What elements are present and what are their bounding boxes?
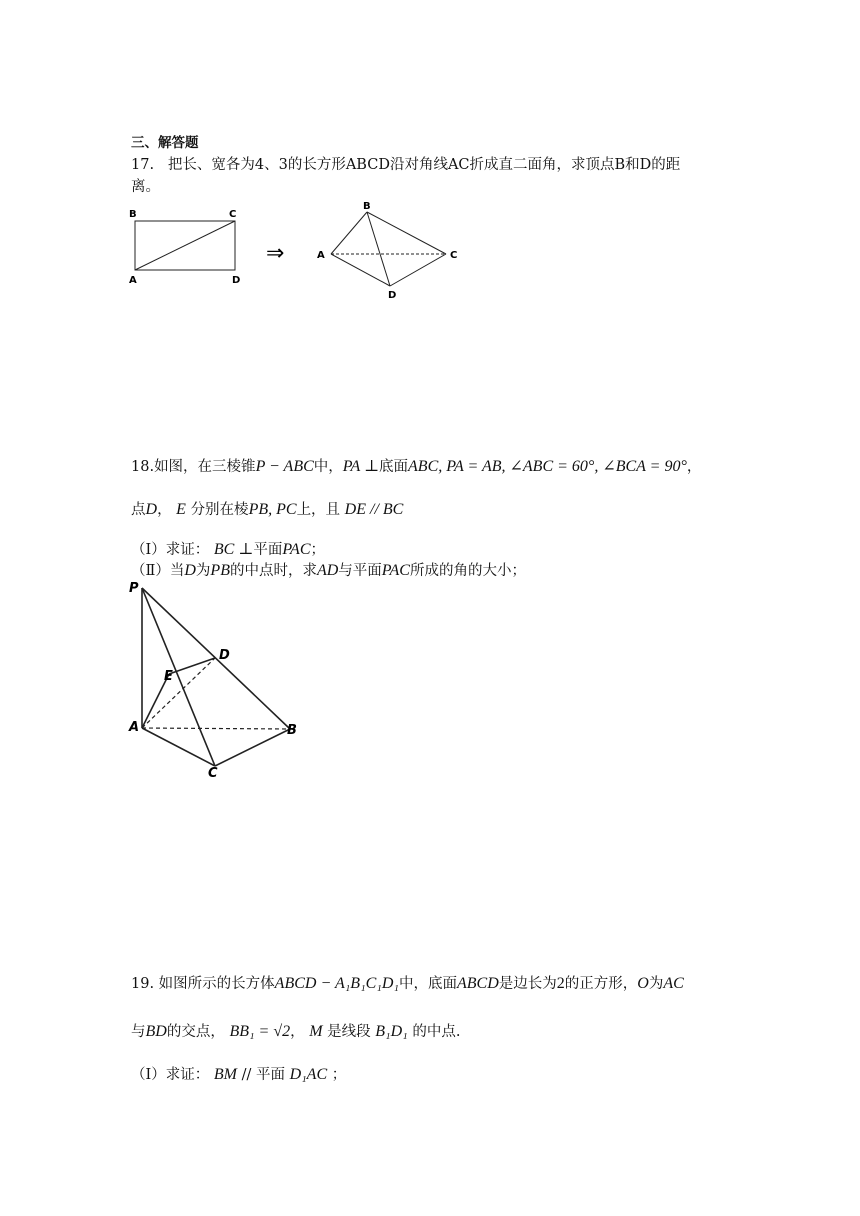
edge-pc (142, 588, 215, 766)
q18-part1-label: （Ⅰ）求证： (131, 542, 210, 558)
q19-text: ； (331, 1067, 347, 1083)
q18-math-e: E (176, 501, 186, 518)
q17-line2: 离。 (131, 179, 160, 195)
fold-edge-ab (331, 212, 367, 254)
q18-math-pac: PAC (282, 541, 311, 558)
q19-text: ， (290, 1024, 305, 1040)
q19-text: 与 (131, 1024, 146, 1040)
q18-line1 (131, 455, 701, 476)
q19-math-bd: BD (145, 1023, 167, 1040)
q18-math-de-parallel-bc: DE // BC (344, 501, 404, 518)
edge-ac (142, 728, 215, 766)
q17-text-line1: 把长、宽各为4、3的长方形ABCD沿对角线AC折成直二面角，求顶点B和D的距 (167, 157, 681, 173)
rect-label-a: A (129, 275, 137, 286)
q19-text: 的正方形， (564, 976, 638, 992)
rect-label-b: B (129, 209, 137, 220)
q18-math-pb: PB (210, 562, 230, 579)
fold-label-c: C (450, 250, 458, 261)
q19-text: 的交点， (166, 1024, 225, 1040)
edge-cb (215, 729, 290, 766)
q19-math-ac: AC (663, 975, 684, 992)
q19-text: 的中点. (412, 1024, 461, 1040)
q19-text: 是线段 (327, 1024, 371, 1040)
q18-part1 (131, 538, 325, 559)
q17-number: 17. (131, 157, 155, 173)
q19-math-o: O (637, 975, 649, 992)
q18-math-pa-perp: PA ⊥ (342, 458, 380, 475)
q18-text: 所成的角的大小； (409, 563, 526, 579)
q19-part1-label: （Ⅰ）求证： (131, 1067, 210, 1083)
q17-line1 (131, 153, 680, 174)
q18-text: 上，且 (296, 502, 341, 518)
section-title: 三、解答题 (131, 135, 199, 151)
q18-text: 与平面 (338, 563, 382, 579)
fold-edge-dc (390, 254, 446, 286)
q18-math-d: D (184, 562, 196, 579)
q18-text: 中， (313, 459, 343, 475)
q18-figure (124, 576, 314, 782)
q18-line2 (131, 498, 403, 519)
q19-math-2: 2 (556, 975, 565, 992)
q18-text: 如图，在三棱锥 (154, 459, 256, 475)
q19-math-bm: BM (213, 1066, 237, 1083)
q19-text: 如图所示的长方体 (158, 976, 275, 992)
q17-figure (124, 200, 456, 306)
q19-number: 19. (131, 976, 155, 992)
q19-math-d1ac: D₁AC (289, 1066, 328, 1083)
q18-text: 的中点时，求 (229, 563, 317, 579)
q18-math-pb-pc: PB, PC (248, 501, 297, 518)
rect-label-c: C (229, 209, 237, 220)
diagonal-ac (135, 221, 235, 270)
q18-math-pac: PAC (381, 562, 410, 579)
q19-line2 (131, 1020, 460, 1041)
edge-ad-hidden (142, 658, 215, 728)
q19-text: 中，底面 (398, 976, 457, 992)
q19-part1 (131, 1063, 346, 1084)
fold-label-d: D (388, 290, 397, 301)
q18-number: 18. (131, 459, 155, 475)
q19-text: 为 (648, 976, 664, 992)
edge-pb (142, 588, 290, 729)
q18-text: ， (157, 502, 172, 518)
q18-math-conditions: ABC, PA = AB, ∠ABC = 60°, ∠BCA = 90° (408, 458, 687, 475)
implies-arrow: ⇒ (266, 241, 285, 266)
label-e: E (164, 669, 173, 684)
label-a: A (129, 720, 140, 735)
q19-math-m: M (309, 1023, 323, 1040)
label-b: B (287, 723, 297, 738)
q19-math-abcd: ABCD (456, 975, 499, 992)
q18-math-ad: AD (316, 562, 339, 579)
q18-text: 平面 (253, 542, 283, 558)
q18-text: 点 (131, 502, 146, 518)
q18-text: 底面 (379, 459, 409, 475)
q19-text: 是边长为 (498, 976, 557, 992)
q18-text: ， (686, 459, 702, 475)
fold-label-b: B (363, 201, 371, 212)
fold-edge-bc (367, 212, 446, 254)
q19-math-cuboid: ABCD − A₁B₁C₁D₁ (274, 975, 399, 992)
label-d: D (219, 648, 230, 663)
label-c: C (208, 766, 218, 781)
q19-math-bb1: BB₁ = √2 (229, 1023, 291, 1040)
q19-text: // 平面 (241, 1067, 285, 1083)
q19-line1 (131, 972, 684, 993)
q18-text: ； (310, 542, 325, 558)
q18-math-bc-perp: BC ⊥ (213, 541, 254, 558)
edge-ab-hidden (142, 728, 290, 729)
q18-math-pabc: P − ABC (255, 458, 314, 475)
q18-text: 分别在棱 (190, 502, 249, 518)
edge-ed (169, 658, 215, 674)
fold-label-a: A (317, 250, 325, 261)
rect-label-d: D (232, 275, 241, 286)
q18-part2-label: （Ⅱ）当 (131, 563, 185, 579)
label-p: P (129, 581, 139, 596)
q19-math-b1d1: B₁D₁ (375, 1023, 408, 1040)
q18-math-d: D (145, 501, 158, 518)
q18-text: 为 (195, 563, 211, 579)
